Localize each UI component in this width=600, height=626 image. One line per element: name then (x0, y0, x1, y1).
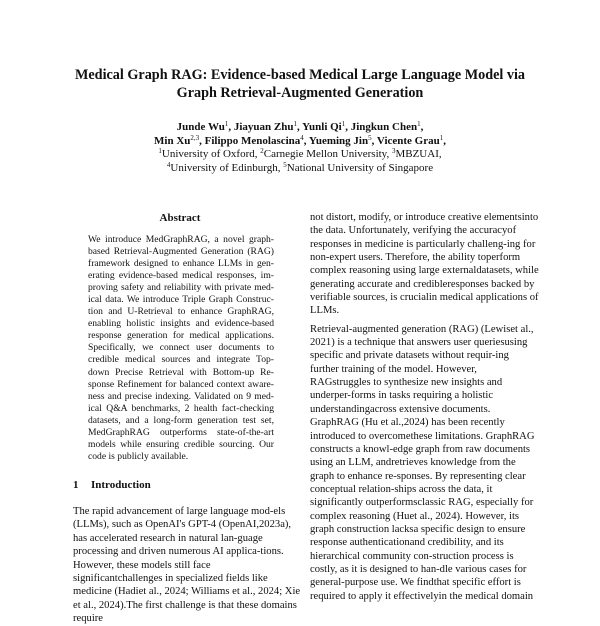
text-line: models while ensuring credible sourcing. Our (88, 438, 274, 450)
text-line: ical data. We introduce Triple Graph Construc- (88, 294, 274, 306)
text-line: datasets, while generating accurate and credible (310, 265, 539, 290)
affiliation-text: University of Oxford, (161, 148, 261, 161)
text-line: and credibility, and its hierarchical community con- (310, 537, 504, 562)
text-line: proving safety and reliability with private med- (88, 282, 274, 294)
title-line: Medical Graph RAG: Evidence-based Medical Large Language Model via (74, 67, 526, 83)
abstract-heading: Abstract (159, 212, 201, 224)
text-line: ical Q&A benchmarks, 2 health fact-checking (88, 402, 274, 414)
text-line: ships across the data, it significantly outperforms (310, 483, 493, 509)
text-line: dle various cases for general-purpose use. We find (310, 563, 527, 589)
text-line: Specifically, we connect user documents to (88, 342, 274, 354)
paper-title (40, 66, 560, 102)
text-line: code is publicly available. (88, 450, 189, 462)
abstract-body (88, 234, 274, 463)
affiliation-sup: 2 (260, 147, 264, 156)
author-name: Jiayuan Zhu (233, 121, 294, 133)
text-line: response generation for medical applications. (88, 330, 274, 342)
text-line: responses backed by verifiable sources, is crucial (310, 278, 535, 304)
author-sup: 1 (439, 133, 444, 142)
affiliation-sup: 5 (283, 160, 287, 169)
affiliation-sup: 3 (391, 147, 396, 156)
author-name: Jingkun Chen (350, 121, 418, 133)
text-line: enabling holistic insights and evidence-based (88, 318, 274, 330)
text-line: Retrieval-augmented generation (RAG) (Lewis (310, 323, 511, 335)
text-line: in medical applications of LLMs. (310, 292, 539, 317)
section-heading (73, 478, 151, 492)
author-name: Yunli Qi (302, 121, 342, 133)
affiliation-line (40, 148, 560, 162)
text-line: not distort, modify, or introduce creative elements (310, 212, 522, 223)
text-line: perform complex reasoning using large external (310, 252, 521, 277)
affiliation-text: Carnegie Mellon University, (263, 148, 392, 161)
text-line: 2024) has been recently introduced to overcome (310, 417, 505, 442)
author-name: Filippo Menolascina (204, 134, 301, 147)
text-line: in the medical domain (438, 590, 534, 602)
author-sup: 4 (300, 133, 304, 142)
author-name: Vicente Grau (376, 134, 440, 147)
author-name: Yueming Jin (308, 134, 369, 147)
text-line: retrieves knowledge from the graph to enhance re- (310, 457, 516, 482)
text-line: et al., 2021) is a technique that answers user queries (310, 323, 534, 349)
text-line: erating evidence-based medical responses, im- (88, 270, 274, 282)
text-line: The rapid advancement of large language mod- (73, 506, 274, 517)
text-line: challenges in specialized fields like medicine (Hadi (73, 573, 268, 598)
text-line: We introduce MedGraphRAG, a novel graph- (88, 234, 274, 245)
text-line: credible medical sources and integrate Top- (88, 354, 274, 366)
introduction-body (73, 505, 301, 626)
text-line: that specific effort is required to apply it effectively (310, 577, 521, 602)
text-line: struction process is costly, as it is designed to han- (310, 550, 514, 575)
affiliation-line (40, 162, 560, 176)
text-line: et al., 2024). However, its graph construction lacks (310, 510, 520, 535)
author-sup: 1 (224, 120, 229, 128)
author-name: Junde Wu (176, 121, 225, 133)
author-line: Min Xu$^{2,3}$, Filippo Menolascina$^4$, Yueming Jin$^5$, Vicente Grau$^1$, (154, 133, 446, 147)
text-line: guage processing and driven numerous AI applica- (73, 532, 263, 558)
affiliation-text: University of Edinburgh, (170, 161, 284, 174)
text-line: down Precise Retrieval with Bottom-up Re- (88, 366, 274, 378)
text-line: et al., 2024; Williams et al., 2024; Xie et al., 2024). (73, 586, 301, 611)
text-line: these limitations. GraphRAG constructs a knowl- (310, 430, 535, 455)
text-line: ing for non-expert users. Therefore, the ability to (310, 238, 536, 264)
text-line: The first challenge is that these domains require (73, 599, 297, 625)
text-line: sponse Refinement for balanced context aware- (88, 378, 274, 390)
text-line: of responses in medicine is particularly challeng- (310, 225, 517, 250)
paragraph-gap (310, 318, 539, 323)
text-line: across extensive documents. GraphRAG (Hu et al., (310, 403, 491, 429)
affiliation-sup: 4 (166, 160, 171, 169)
author-block (40, 121, 560, 175)
affiliation-sup: 1 (158, 147, 162, 156)
text-line: tions. However, these models still face significant (73, 546, 284, 585)
text-line: classic RAG, especially for complex reasoning (Hu (310, 497, 534, 522)
title-line: Graph Retrieval-Augmented Generation (176, 85, 424, 101)
author-sup: 1 (293, 120, 297, 128)
author-name: Min Xu (154, 134, 191, 147)
affiliation-text: MBZUAI, (395, 148, 442, 161)
text-line: 2023a), has accelerated research in natural lan- (73, 519, 292, 544)
text-line: framework designed to enhance LLMs in gen- (88, 258, 274, 270)
author-sup: 5 (368, 133, 372, 142)
text-line: edge graph from raw documents using an LLM, and (310, 443, 531, 469)
text-line: sponses. By representing clear conceptual relation- (310, 470, 526, 495)
text-line: tion and U-Retrieval to enhance GraphRAG, (88, 306, 274, 318)
text-line: struggles to synthesize new insights and underper- (310, 377, 503, 402)
text-line: based Retrieval-Augmented Generation (RAG) (88, 246, 274, 258)
author-sup: 1 (417, 120, 421, 128)
affiliation-text: National University of Singapore (286, 161, 434, 174)
text-line: datasets, and a long-form generation test set, (88, 414, 274, 426)
text-line: ing further training of the model. However, RAG (310, 350, 509, 389)
text-line: using specific and private datasets without requir- (310, 337, 528, 362)
text-line: a specific design to ensure response authentication (310, 523, 526, 549)
text-line: into the data. Unfortunately, verifying the accuracy (310, 212, 539, 237)
right-column-body (310, 211, 539, 603)
text-line: els (LLMs), such as OpenAI's GPT-4 (OpenAI, (73, 506, 286, 531)
section-title: Introduction (91, 479, 151, 491)
text-line: MedGraphRAG outperforms state-of-the-art (88, 426, 274, 438)
author-sup: 1 (341, 120, 346, 128)
text-line: forms in tasks requiring a holistic understanding (310, 390, 494, 415)
text-line: ness and precise indexing. Validated on 9 med- (88, 390, 274, 402)
author-sup: 2,3 (190, 133, 200, 142)
author-line: Junde Wu$^1$, Jiayuan Zhu$^1$, Yunli Qi$^1$, Jingkun Chen$^1$, (176, 120, 424, 133)
section-number: 1 (73, 479, 79, 491)
